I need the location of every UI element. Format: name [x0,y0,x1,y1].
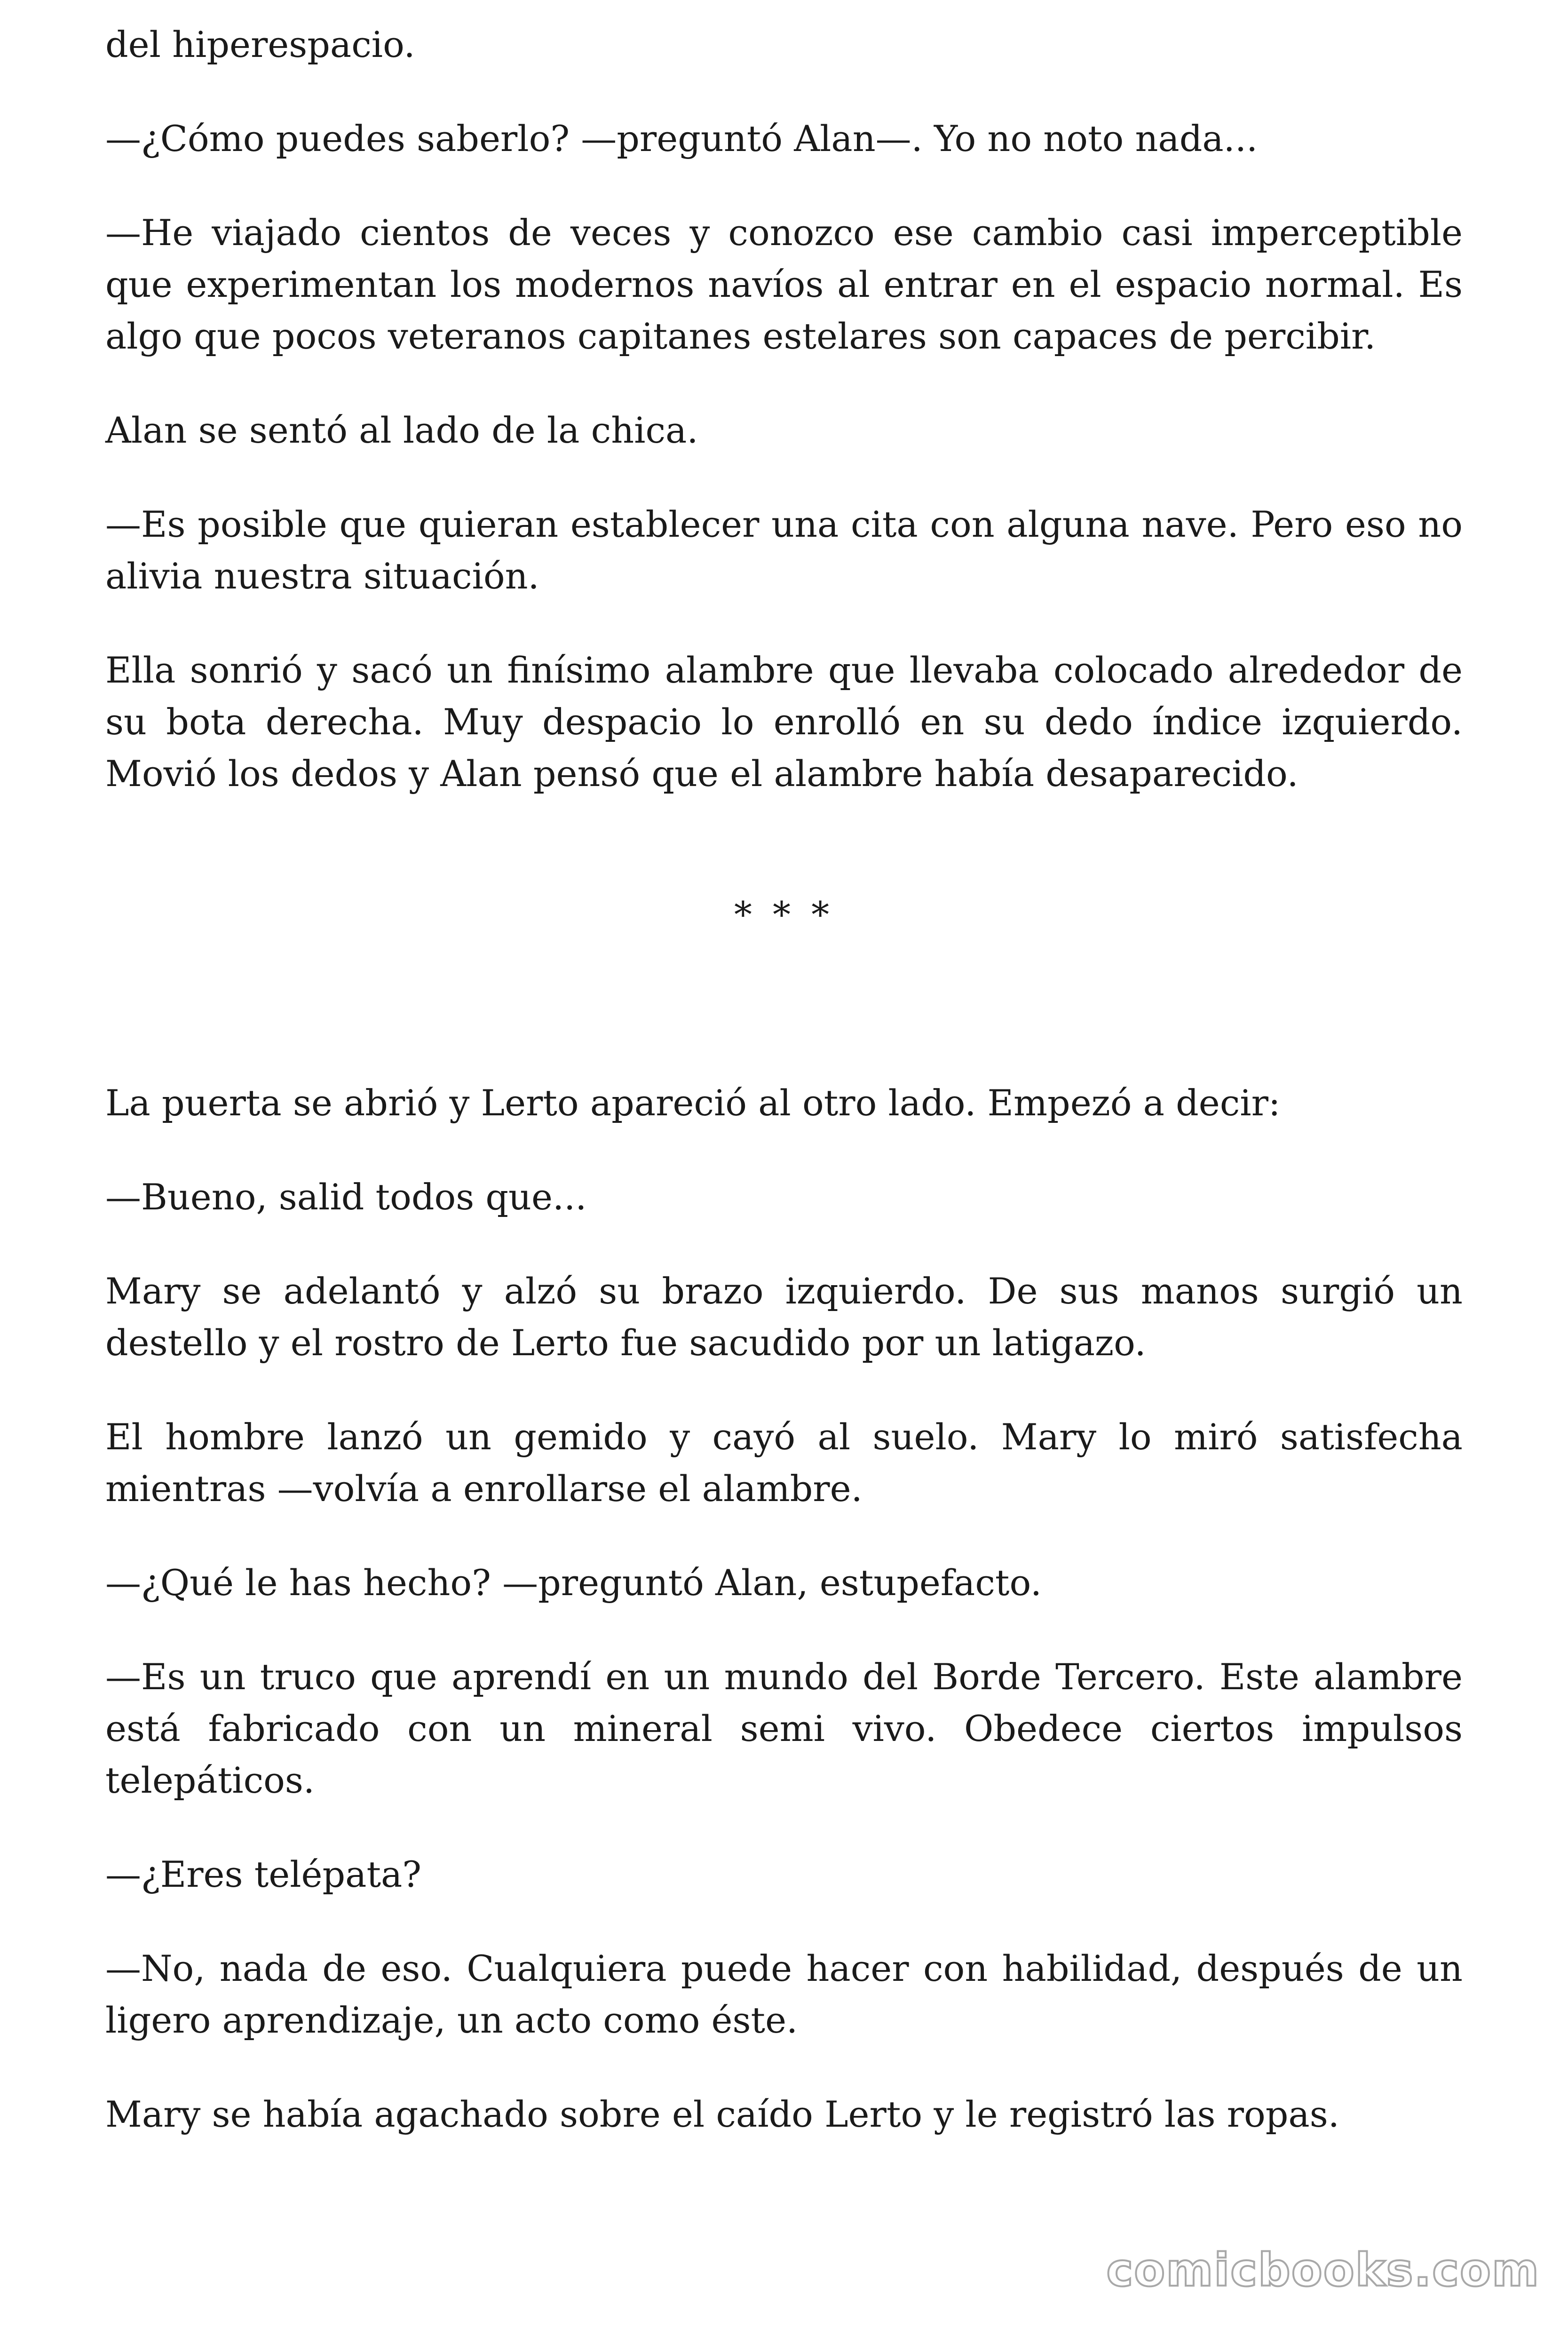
paragraph: Ella sonrió y sacó un finísimo alambre que llevaba colocado alrededor de su bota derecha. Muy despacio lo enrolló en su dedo índice izquierdo. Movió los dedos y Alan pensó que el alambre había desaparecido. [105,649,1463,795]
paragraph: La puerta se abrió y Lerto apareció al otro lado. Empezó a decir: [105,1082,1281,1124]
paragraph: —Es posible que quieran establecer una cita con alguna nave. Pero eso no alivia nuestra situación. [105,503,1463,597]
paragraph: del hiperespacio. [105,24,415,65]
paragraph: —No, nada de eso. Cualquiera puede hacer con habilidad, después de un ligero aprendizaje, un acto como éste. [105,1947,1463,2041]
paragraph: —¿Eres telépata? [105,1853,422,1895]
paragraph: Alan se sentó al lado de la chica. [105,409,698,451]
paragraph: El hombre lanzó un gemido y cayó al suelo. Mary lo miró satisfecha mientras —volvía a enrollarse el alambre. [105,1416,1463,1510]
paragraph: Mary se adelantó y alzó su brazo izquierdo. De sus manos surgió un destello y el rostro de Lerto fue sacudido por un latigazo. [105,1270,1463,1364]
paragraph: —¿Cómo puedes saberlo? —preguntó Alan—. Yo no noto nada... [105,118,1258,159]
paragraph: —Bueno, salid todos que... [105,1176,587,1218]
paragraph: Mary se había agachado sobre el caído Lerto y le registró las ropas. [105,2093,1339,2135]
paragraph: —¿Qué le has hecho? —preguntó Alan, estupefacto. [105,1562,1042,1604]
paragraph: —He viajado cientos de veces y conozco ese cambio casi imperceptible que experimentan los modernos navíos al entrar en el espacio normal. Es algo que pocos veteranos capitanes estelares son capaces de percibir. [105,212,1463,357]
scene-break: * * * [734,894,834,936]
paragraph: —Es un truco que aprendí en un mundo del Borde Tercero. Este alambre está fabricado con un mineral semi vivo. Obedece ciertos impulsos telepáticos. [105,1656,1463,1801]
watermark-logo: comicbooks.com [1106,2244,1540,2296]
body-text [105,19,1463,2140]
